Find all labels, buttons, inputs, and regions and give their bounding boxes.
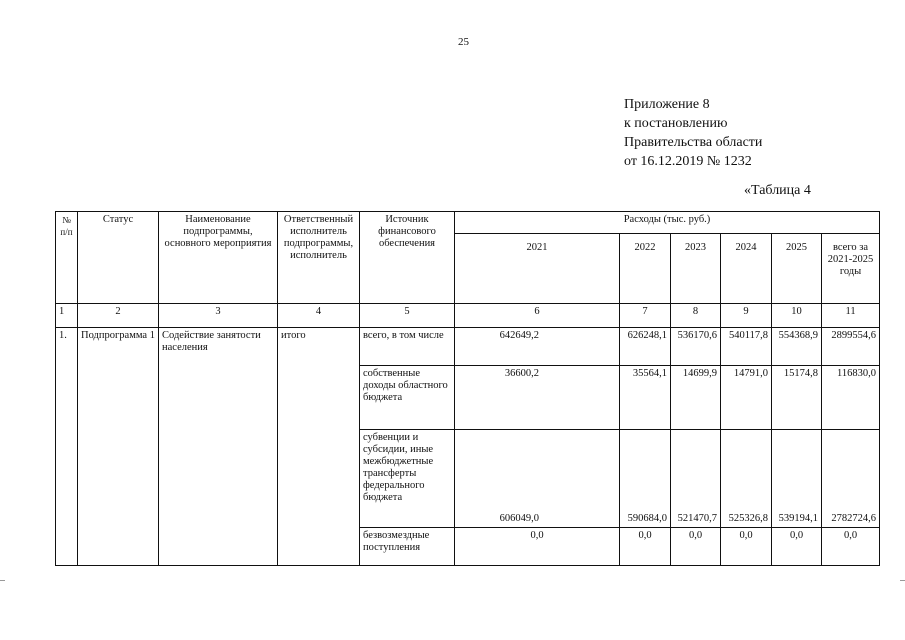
- value-cell: 606049,0: [455, 430, 620, 528]
- value-cell: 626248,1: [620, 328, 671, 366]
- column-number: 1: [56, 304, 78, 328]
- appendix-line: Правительства области: [624, 135, 763, 150]
- header-executor: Ответственный исполнитель подпрограммы, исполнитель: [278, 212, 360, 304]
- table-row: [56, 328, 880, 366]
- value-cell: 0,0: [721, 528, 772, 566]
- header-expenses: Расходы (тыс. руб.): [455, 212, 880, 234]
- header-name: Наименование подпрограммы, основного мероприятия: [159, 212, 278, 304]
- value-cell: 554368,9: [772, 328, 822, 366]
- value-cell: 2782724,6: [822, 430, 880, 528]
- column-number: 9: [721, 304, 772, 328]
- header-year-2021: 2021: [455, 234, 620, 304]
- page-number: 25: [458, 36, 469, 48]
- header-year-2025: 2025: [772, 234, 822, 304]
- column-number: 6: [455, 304, 620, 328]
- source-label: субвенции и субсидии, иные межбюджетные трансферты федерального бюджета: [360, 430, 455, 528]
- table-caption: «Таблица 4: [744, 183, 811, 198]
- value-cell: 642649,2: [455, 328, 620, 366]
- row-number: 1.: [56, 328, 78, 566]
- source-label: всего, в том числе: [360, 328, 455, 366]
- value-cell: 0,0: [772, 528, 822, 566]
- value-cell: 540117,8: [721, 328, 772, 366]
- value-cell: 539194,1: [772, 430, 822, 528]
- value-cell: 525326,8: [721, 430, 772, 528]
- value-cell: 2899554,6: [822, 328, 880, 366]
- column-number: 8: [671, 304, 721, 328]
- header-year-2023: 2023: [671, 234, 721, 304]
- value-cell: 15174,8: [772, 366, 822, 430]
- appendix-line: Приложение 8: [624, 97, 710, 112]
- source-label: собственные доходы областного бюджета: [360, 366, 455, 430]
- funding-table: [55, 211, 880, 566]
- value-cell: 35564,1: [620, 366, 671, 430]
- row-status: Подпрограмма 1: [78, 328, 159, 566]
- value-cell: 0,0: [822, 528, 880, 566]
- value-cell: 14699,9: [671, 366, 721, 430]
- header-total: всего за 2021-2025 годы: [822, 234, 880, 304]
- row-executor: итого: [278, 328, 360, 566]
- appendix-block: [624, 95, 762, 171]
- column-number: 7: [620, 304, 671, 328]
- header-year-2022: 2022: [620, 234, 671, 304]
- source-label: безвозмездные поступления: [360, 528, 455, 566]
- column-number: 4: [278, 304, 360, 328]
- column-number: 11: [822, 304, 880, 328]
- value-cell: 36600,2: [455, 366, 620, 430]
- header-source: Источник финансового обеспечения: [360, 212, 455, 304]
- value-cell: 0,0: [455, 528, 620, 566]
- appendix-line: к постановлению: [624, 116, 728, 131]
- value-cell: 0,0: [620, 528, 671, 566]
- column-number: 3: [159, 304, 278, 328]
- header-row: [56, 212, 880, 234]
- header-num: № п/п: [56, 212, 78, 304]
- row-name: Содействие занятости населения: [159, 328, 278, 566]
- page-edge-mark: [0, 580, 5, 581]
- value-cell: 536170,6: [671, 328, 721, 366]
- value-cell: 590684,0: [620, 430, 671, 528]
- page-edge-mark: [900, 580, 905, 581]
- column-number: 2: [78, 304, 159, 328]
- appendix-line: от 16.12.2019 № 1232: [624, 154, 752, 169]
- value-cell: 0,0: [671, 528, 721, 566]
- header-year-2024: 2024: [721, 234, 772, 304]
- column-number: 10: [772, 304, 822, 328]
- value-cell: 521470,7: [671, 430, 721, 528]
- column-number: 5: [360, 304, 455, 328]
- column-numbers-row: [56, 304, 880, 328]
- value-cell: 116830,0: [822, 366, 880, 430]
- value-cell: 14791,0: [721, 366, 772, 430]
- header-status: Статус: [78, 212, 159, 304]
